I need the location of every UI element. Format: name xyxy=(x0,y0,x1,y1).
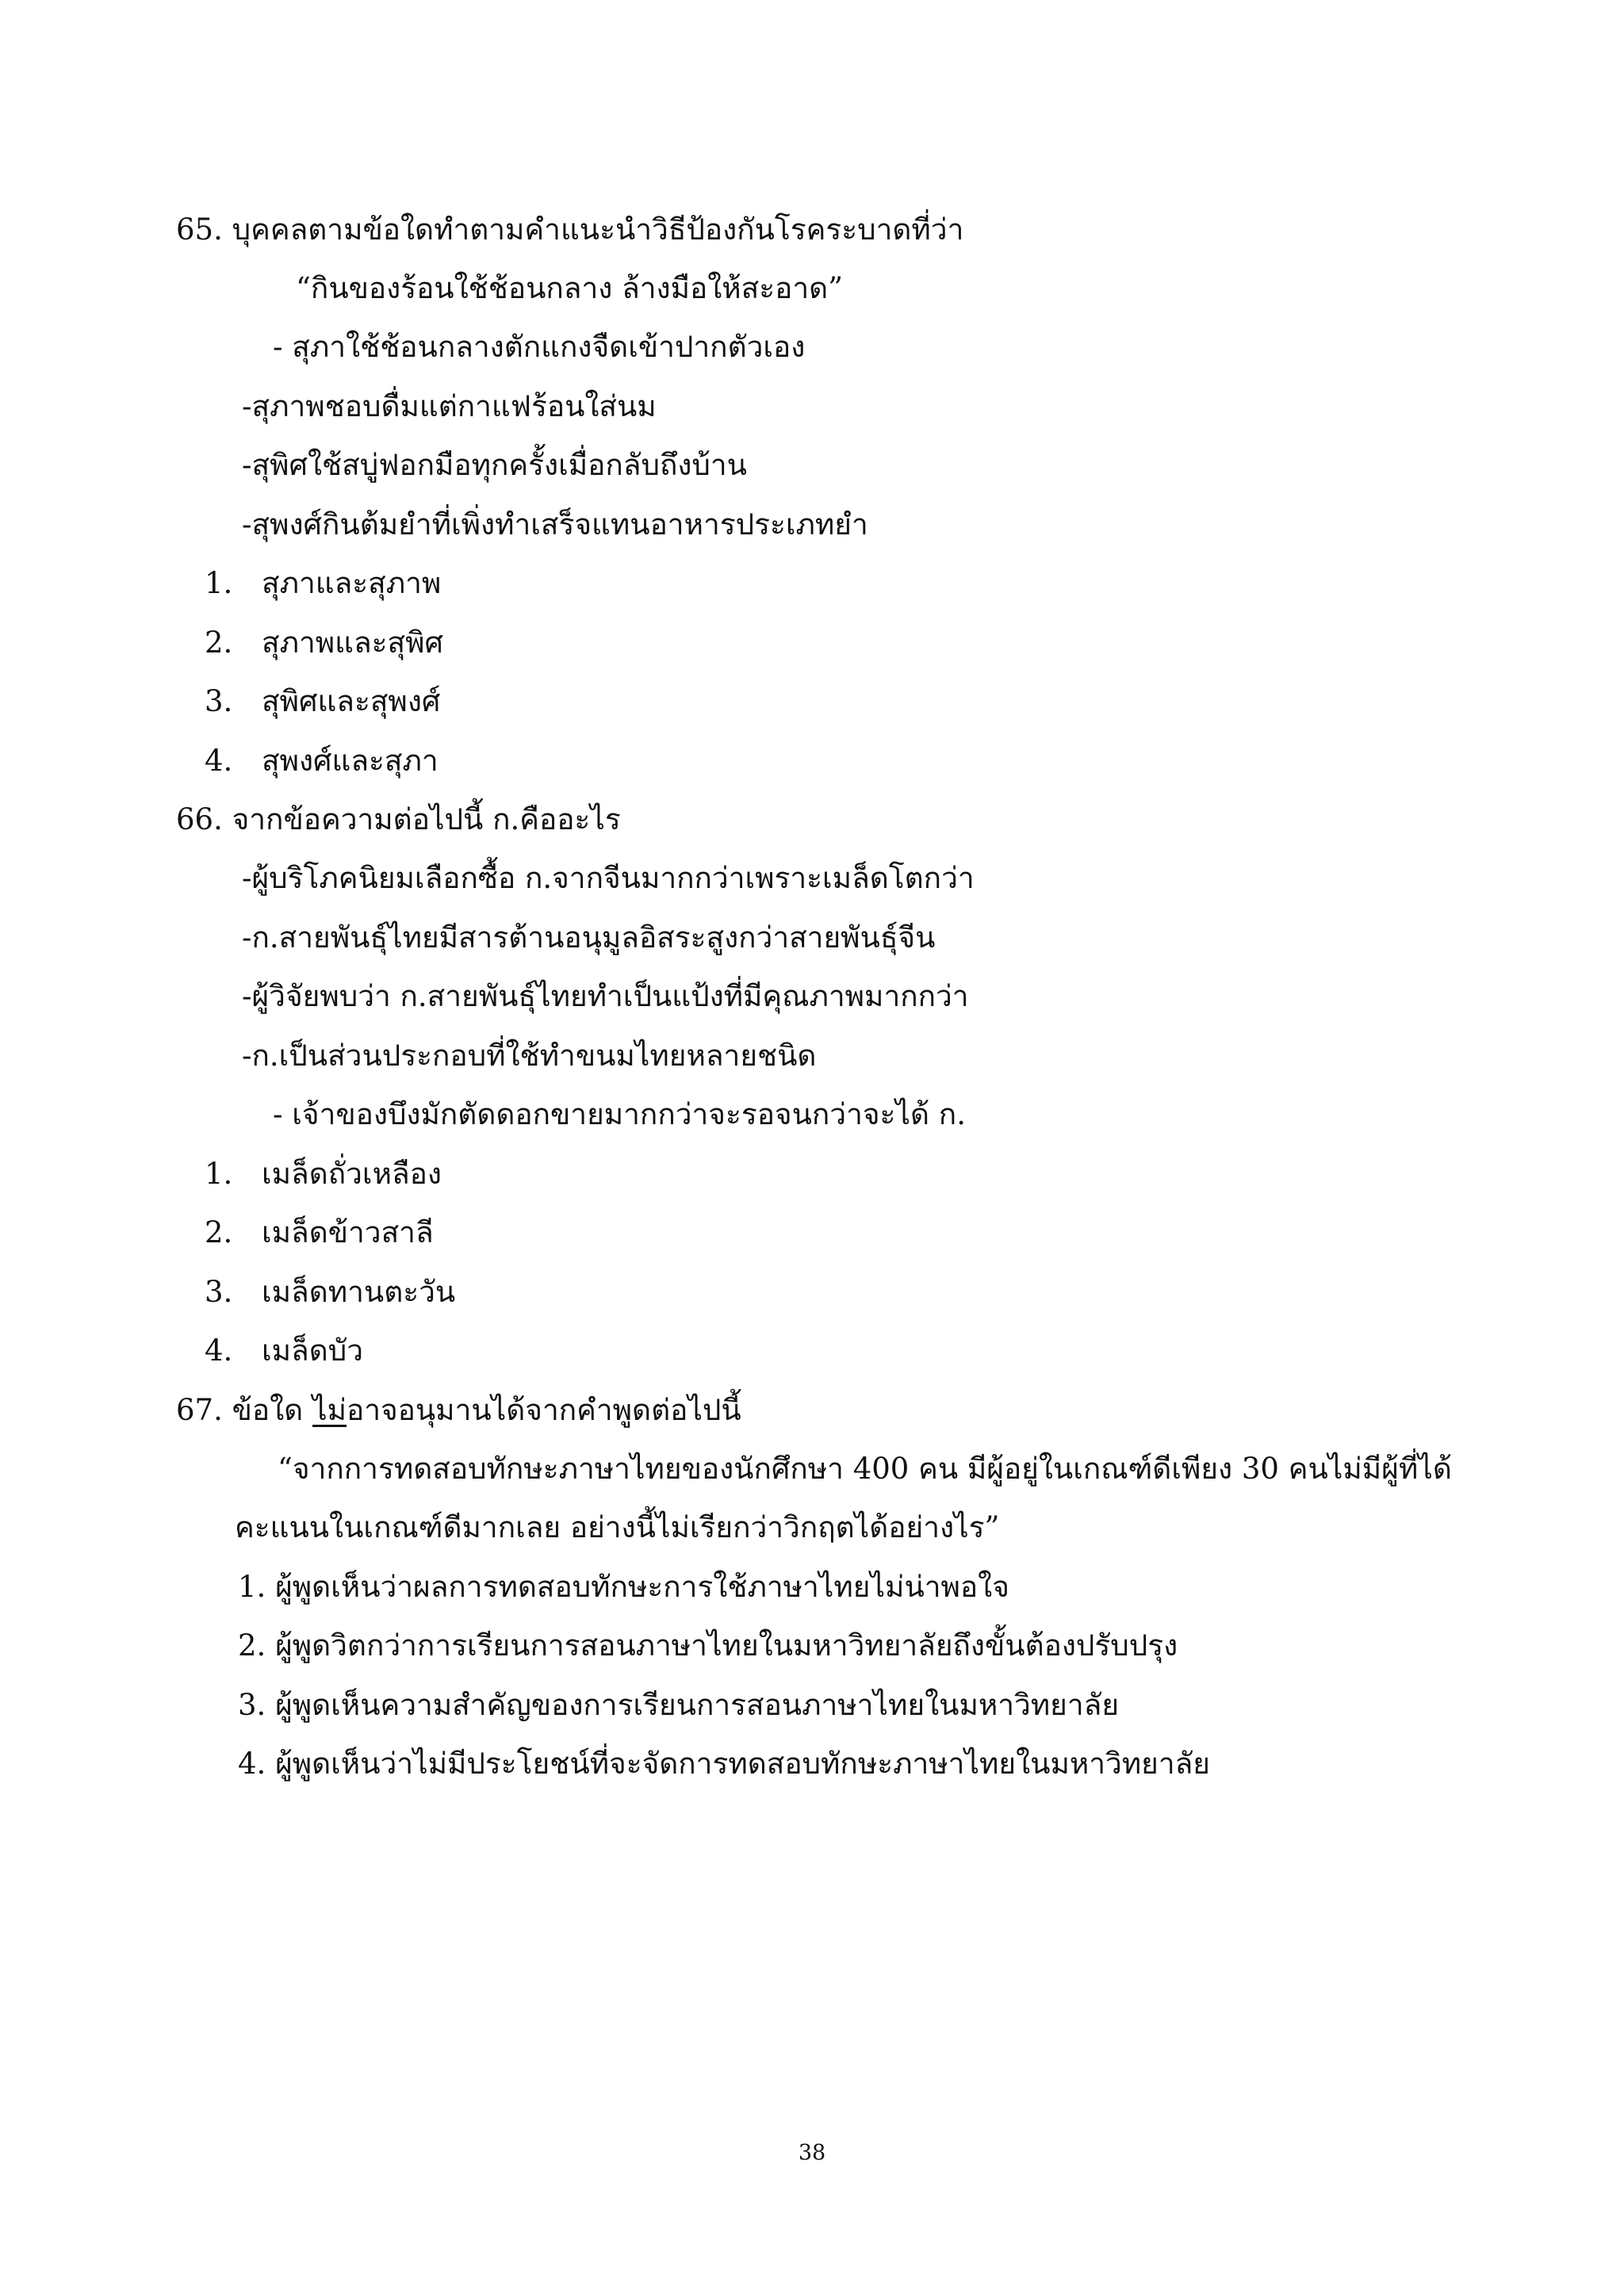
q65-choice-1 xyxy=(205,564,441,603)
q67-stem-suffix: อาจอนุมานได้จากคำพูดต่อไปนี้ xyxy=(346,1393,741,1427)
choice-number: 2. xyxy=(205,1215,233,1249)
choice-text: เมล็ดถั่วเหลือง xyxy=(262,1157,442,1191)
q67-stem-underlined: ไม่ xyxy=(312,1393,347,1427)
page-number: 38 xyxy=(798,2141,826,2165)
q67-choice-1: 1. ผู้พูดเห็นว่าผลการทดสอบทักษะการใช้ภาษาไทยไม่น่าพอใจ xyxy=(238,1570,1009,1604)
q67-choice-4: 4. ผู้พูดเห็นว่าไม่มีประโยชน์ที่จะจัดการทดสอบทักษะภาษาไทยในมหาวิทยาลัย xyxy=(238,1747,1210,1781)
q65-quote: “กินของร้อนใช้ช้อนกลาง ล้างมือให้สะอาด” xyxy=(296,271,844,305)
choice-number: 3. xyxy=(205,684,233,718)
q67-choice-3: 3. ผู้พูดเห็นความสำคัญของการเรียนการสอนภาษาไทยในมหาวิทยาลัย xyxy=(238,1688,1119,1722)
choice-number: 2. xyxy=(205,626,233,660)
q67-choice-2: 2. ผู้พูดวิตกว่าการเรียนการสอนภาษาไทยในมหาวิทยาลัยถึงขั้นต้องปรับปรุง xyxy=(238,1628,1178,1663)
choice-number: 1. xyxy=(205,1157,233,1191)
q65-statement: -สุพงศ์กินต้มยำที่เพิ่งทำเสร็จแทนอาหารประเภทยำ xyxy=(242,507,868,541)
choice-text: สุพงศ์และสุภา xyxy=(262,744,439,778)
q66-statement: -ผู้บริโภคนิยมเลือกซื้อ ก.จากจีนมากกว่าเพราะเมล็ดโตกว่า xyxy=(242,861,975,895)
q65-statement: - สุภาใช้ช้อนกลางตักแกงจืดเข้าปากตัวเอง xyxy=(273,330,806,364)
q65-statement: -สุพิศใช้สบู่ฟอกมือทุกครั้งเมื่อกลับถึงบ้าน xyxy=(242,448,747,482)
choice-number: 4. xyxy=(205,744,233,778)
choice-text: สุพิศและสุพงศ์ xyxy=(262,684,441,718)
choice-number: 1. xyxy=(205,566,233,600)
choice-text: สุภาและสุภาพ xyxy=(262,566,442,600)
q65-choice-4 xyxy=(205,742,439,780)
choice-number: 3. xyxy=(205,1275,233,1309)
q66-statement: -ก.เป็นส่วนประกอบที่ใช้ทำขนมไทยหลายชนิด xyxy=(242,1039,817,1073)
q67-stem xyxy=(176,1391,741,1429)
q66-statement: -ก.สายพันธุ์ไทยมีสารต้านอนุมูลอิสระสูงกว่าสายพันธุ์จีน xyxy=(242,920,936,955)
q66-statement: -ผู้วิจัยพบว่า ก.สายพันธุ์ไทยทำเป็นแป้งที่มีคุณภาพมากกว่า xyxy=(242,979,969,1013)
q67-quote-line-1: “จากการทดสอบทักษะภาษาไทยของนักศึกษา 400 คน มีผู้อยู่ในเกณฑ์ดีเพียง 30 คนไม่มีผู้ที่ได้ xyxy=(278,1452,1452,1486)
q66-stem: 66. จากข้อความต่อไปนี้ ก.คืออะไร xyxy=(176,802,621,836)
q67-stem-prefix: 67. ข้อใด xyxy=(176,1393,312,1427)
choice-text: เมล็ดบัว xyxy=(262,1334,364,1368)
choice-number: 4. xyxy=(205,1334,233,1368)
q65-choice-2 xyxy=(205,624,443,662)
choice-text: เมล็ดทานตะวัน xyxy=(262,1275,456,1309)
q65-choice-3 xyxy=(205,683,440,721)
q66-statement: - เจ้าของบึงมักตัดดอกขายมากกว่าจะรอจนกว่าจะได้ ก. xyxy=(273,1097,966,1131)
q67-quote-line-2: คะแนนในเกณฑ์ดีมากเลย อย่างนี้ไม่เรียกว่าวิกฤตได้อย่างไร” xyxy=(235,1510,1000,1544)
q66-choice-3 xyxy=(205,1273,455,1311)
q65-statement: -สุภาพชอบดื่มแต่กาแฟร้อนใส่นม xyxy=(242,389,657,423)
q66-choice-4 xyxy=(205,1332,363,1370)
choice-text: เมล็ดข้าวสาลี xyxy=(262,1215,434,1249)
choice-text: สุภาพและสุพิศ xyxy=(262,626,443,660)
q66-choice-2 xyxy=(205,1214,434,1252)
q65-stem: 65. บุคคลตามข้อใดทำตามคำแนะนำวิธีป้องกันโรคระบาดที่ว่า xyxy=(176,212,964,247)
q66-choice-1 xyxy=(205,1155,442,1193)
